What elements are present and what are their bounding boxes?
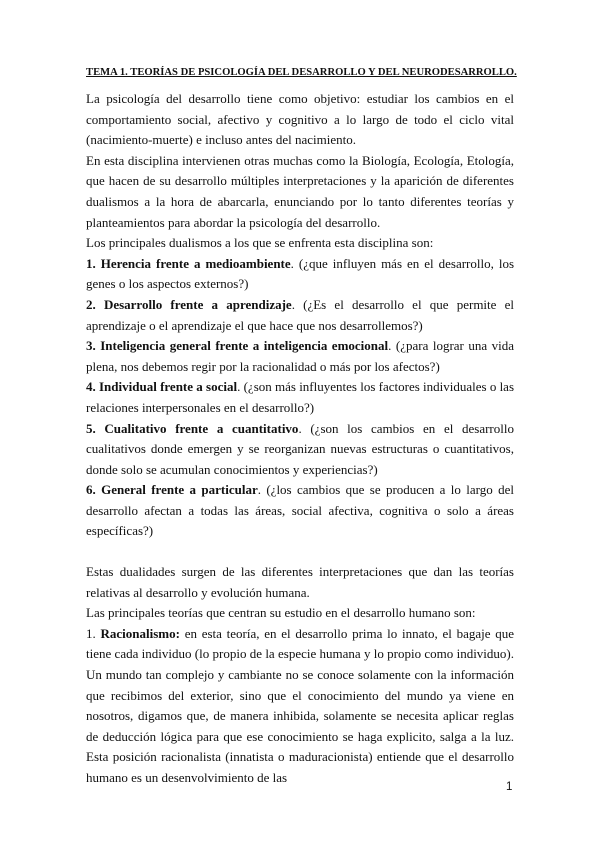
page-number: 1 [506, 781, 513, 793]
dualism-item [86, 480, 514, 542]
document-page [86, 66, 517, 789]
dualism-item [86, 419, 514, 481]
paragraph-gap [86, 542, 514, 562]
closing-paragraph: Estas dualidades surgen de las diferentes interpretaciones que dan las teorías relativas al desarrollo y evolución humana. [86, 564, 514, 600]
dualism-text: . (¿Es el desarrollo el que permite el aprendizaje o el aprendizaje el que hace que nos desarrollemos?) [86, 296, 514, 333]
dualism-item [86, 377, 514, 418]
document-title: TEMA 1. TEORÍAS DE PSICOLOGÍA DEL DESARROLLO Y DEL NEURODESARROLLO. [86, 67, 517, 78]
dualism-term: 6. General frente a particular [86, 482, 258, 498]
dualism-item [86, 336, 514, 377]
dualism-term: 5. Cualitativo frente a cuantitativo [86, 420, 299, 436]
dualism-item [86, 254, 514, 295]
theory-term: Racionalismo: [100, 625, 180, 641]
dualism-text: . (¿los cambios que se producen a lo largo del desarrollo afectan a todas las áreas, social afectiva, cognitiva o solo a áreas específicas?) [86, 482, 514, 539]
theory-number: 1. [86, 625, 101, 641]
closing-paragraph: Las principales teorías que centran su estudio en el desarrollo humano son: [86, 605, 476, 621]
dualism-text: . (¿que influyen más en el desarrollo, los genes o los aspectos externos?) [86, 255, 514, 292]
dualism-text: . (¿son más influyentes los factores individuales o las relaciones interpersonales en el desarrollo?) [86, 379, 515, 415]
theory-text: en esta teoría, en el desarrollo prima lo innato, el bagaje que tiene cada individuo (lo propio de la especie humana y lo propio como individuo). Un mundo tan complejo y cambiante no se conoce solamente con la información que recibimos del exterior, sino que el conocimiento del mundo ya viene en nosotros, digamos que, de manera inhibida, solamente se necesita aplicar reglas de deducción lógica para que ese conocimiento se haga explicito, salga a la luz. Esta posición racionalista (innatista o maduracionista) entiende que el desarrollo humano es un desenvolvimiento de las [86, 625, 515, 785]
dualism-text: . (¿son los cambios en el desarrollo cualitativos donde emergen y se reorganizan nuevas estructuras o cuantitativos, donde solo se acumulan conocimientos y experiencias?) [86, 420, 514, 477]
intro-paragraph: La psicología del desarrollo tiene como objetivo: estudiar los cambios en el comportamiento social, afectivo y cognitivo a lo largo de todo el ciclo vital (nacimiento-muerte) e incluso antes del nacimiento. [86, 91, 514, 148]
theory-item [86, 624, 514, 789]
intro-paragraph: En esta disciplina intervienen otras muchas como la Biología, Ecología, Etología, que hacen de su desarrollo múltiples interpretaciones y la aparición de diferentes dualismos a la hora de abarcarla, enunciando por lo tanto diferentes teorías y planteamientos para abordar la psicología del desarrollo. [86, 152, 514, 230]
dualism-text: . (¿para lograr una vida plena, nos debemos regir por la racionalidad o más por los afectos?) [86, 338, 514, 374]
dualism-term: 1. Herencia frente a medioambiente [86, 255, 291, 271]
dualism-term: 4. Individual frente a social [86, 379, 238, 395]
dualism-term: 2. Desarrollo frente a aprendizaje [86, 296, 292, 312]
dualism-item [86, 295, 514, 336]
intro-paragraph: Los principales dualismos a los que se enfrenta esta disciplina son: [86, 235, 434, 251]
dualism-term: 3. Inteligencia general frente a inteligencia emocional [86, 338, 389, 354]
